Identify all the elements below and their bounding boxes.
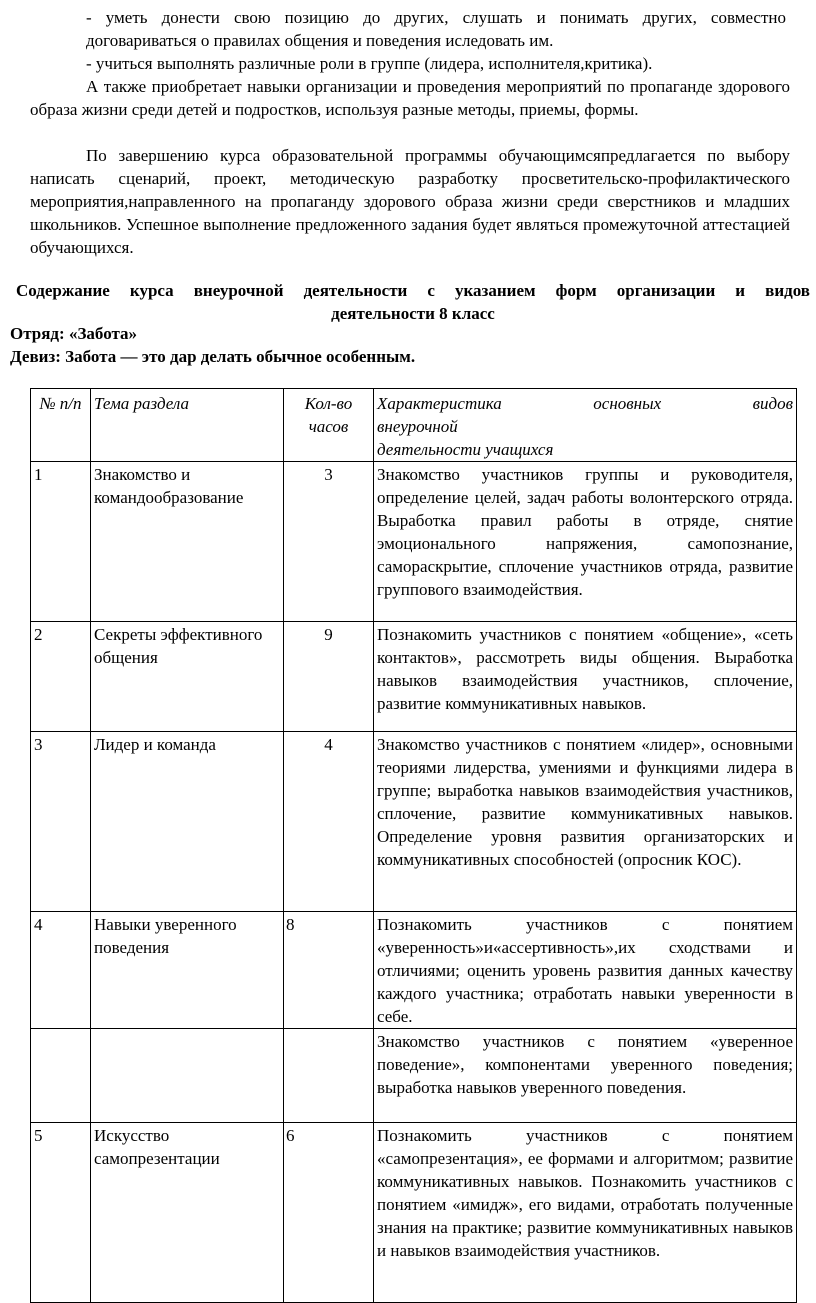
table-row xyxy=(31,1123,797,1303)
table-row xyxy=(31,912,797,1029)
header-hours: Кол-во часов xyxy=(284,389,374,462)
row-topic: Знакомство и командообразование xyxy=(91,462,284,622)
row-number xyxy=(31,1029,91,1123)
intro-paragraph-1: А также приобретает навыки организации и проведения мероприятий по пропаганде здорового образа жизни среди детей и подростков, используя разные методы, приемы, формы. xyxy=(30,77,790,119)
table-row xyxy=(31,622,797,732)
table-row xyxy=(31,1029,797,1123)
row-topic: Навыки уверенного поведения xyxy=(91,912,284,1029)
row-topic xyxy=(91,1029,284,1123)
course-table xyxy=(30,388,797,1303)
table-header-row xyxy=(31,389,797,462)
row-number: 4 xyxy=(31,912,91,1029)
header-number: № п/п xyxy=(31,389,91,462)
row-topic: Лидер и команда xyxy=(91,732,284,912)
header-description-line-3: деятельности учащихся xyxy=(377,440,554,459)
row-hours xyxy=(284,1029,374,1123)
row-number: 3 xyxy=(31,732,91,912)
row-number: 1 xyxy=(31,462,91,622)
table-row xyxy=(31,462,797,622)
row-description: Познакомить участников с понятием «самопрезентация», ее формами и алгоритмом; развитие коммуникативных навыков. Познакомить участников с понятием «имидж», его видами, отработать полученные знания на практике; развитие коммуникативных навыков и навыков взаимодействия участников. xyxy=(374,1123,797,1303)
row-topic: Секреты эффективного общения xyxy=(91,622,284,732)
section-heading-line-1: Содержание курса внеурочной деятельности с указанием форм организации и видов xyxy=(16,281,810,300)
row-hours: 3 xyxy=(284,462,374,622)
row-description: Знакомство участников группы и руководителя, определение целей, задач работы волонтерского отряда. Выработка правил работы в отряде, снятие эмоционального напряжения, самопознание, самораскрытие, сплочение участников отряда, развитие группового взаимодействия. xyxy=(374,462,797,622)
intro-bullet-1: - уметь донести свою позицию до других, слушать и понимать других, совместно договариваться о правилах общения и поведения иследовать им. xyxy=(86,8,786,50)
row-hours: 9 xyxy=(284,622,374,732)
header-description xyxy=(374,389,797,462)
squad-name: Отряд: «Забота» xyxy=(10,324,138,343)
row-number: 5 xyxy=(31,1123,91,1303)
header-description-line-1: Характеристика основных видов xyxy=(377,394,793,413)
row-description: Познакомить участников с понятием «уверенность»и«ассертивность»,их сходствами и отличиями; оценить уровень развития данных качеству каждого участника; отработать навыки уверенности в себе. xyxy=(374,912,797,1029)
header-topic: Тема раздела xyxy=(91,389,284,462)
row-number: 2 xyxy=(31,622,91,732)
row-topic: Искусство самопрезентации xyxy=(91,1123,284,1303)
row-hours: 4 xyxy=(284,732,374,912)
section-heading-line-2: деятельности 8 класс xyxy=(331,304,495,323)
row-description: Знакомство участников с понятием «лидер», основными теориями лидерства, умениями и функциями лидера в группе; выработка навыков взаимодействия участников, сплочение, развитие коммуникативных навыков. Определение уровня развития организаторских и коммуникативных способностей (опросник КОС). xyxy=(374,732,797,912)
squad-motto: Девиз: Забота — это дар делать обычное особенным. xyxy=(10,347,416,366)
row-description: Познакомить участников с понятием «общение», «сеть контактов», рассмотреть виды общения. Выработка навыков взаимодействия участников, сплочение, развитие коммуникативных навыков. xyxy=(374,622,797,732)
table-row xyxy=(31,732,797,912)
intro-bullet-2: - учиться выполнять различные роли в группе (лидера, исполнителя,критика). xyxy=(86,54,653,73)
intro-paragraph-2: По завершению курса образовательной программы обучающимсяпредлагается по выбору написать сценарий, проект, методическую разработку просветительско-профилактического мероприятия,направленного на пропаганду здорового образа жизни среди сверстников и младших школьников. Успешное выполнение предложенного задания будет являться промежуточной аттестацией обучающихся. xyxy=(30,146,790,257)
header-description-line-2: внеурочной xyxy=(377,417,458,436)
row-description: Знакомство участников с понятием «уверенное поведение», компонентами уверенного поведения; выработка навыков уверенного поведения. xyxy=(374,1029,797,1123)
row-hours: 8 xyxy=(284,912,374,1029)
row-hours: 6 xyxy=(284,1123,374,1303)
section-heading xyxy=(16,279,810,325)
